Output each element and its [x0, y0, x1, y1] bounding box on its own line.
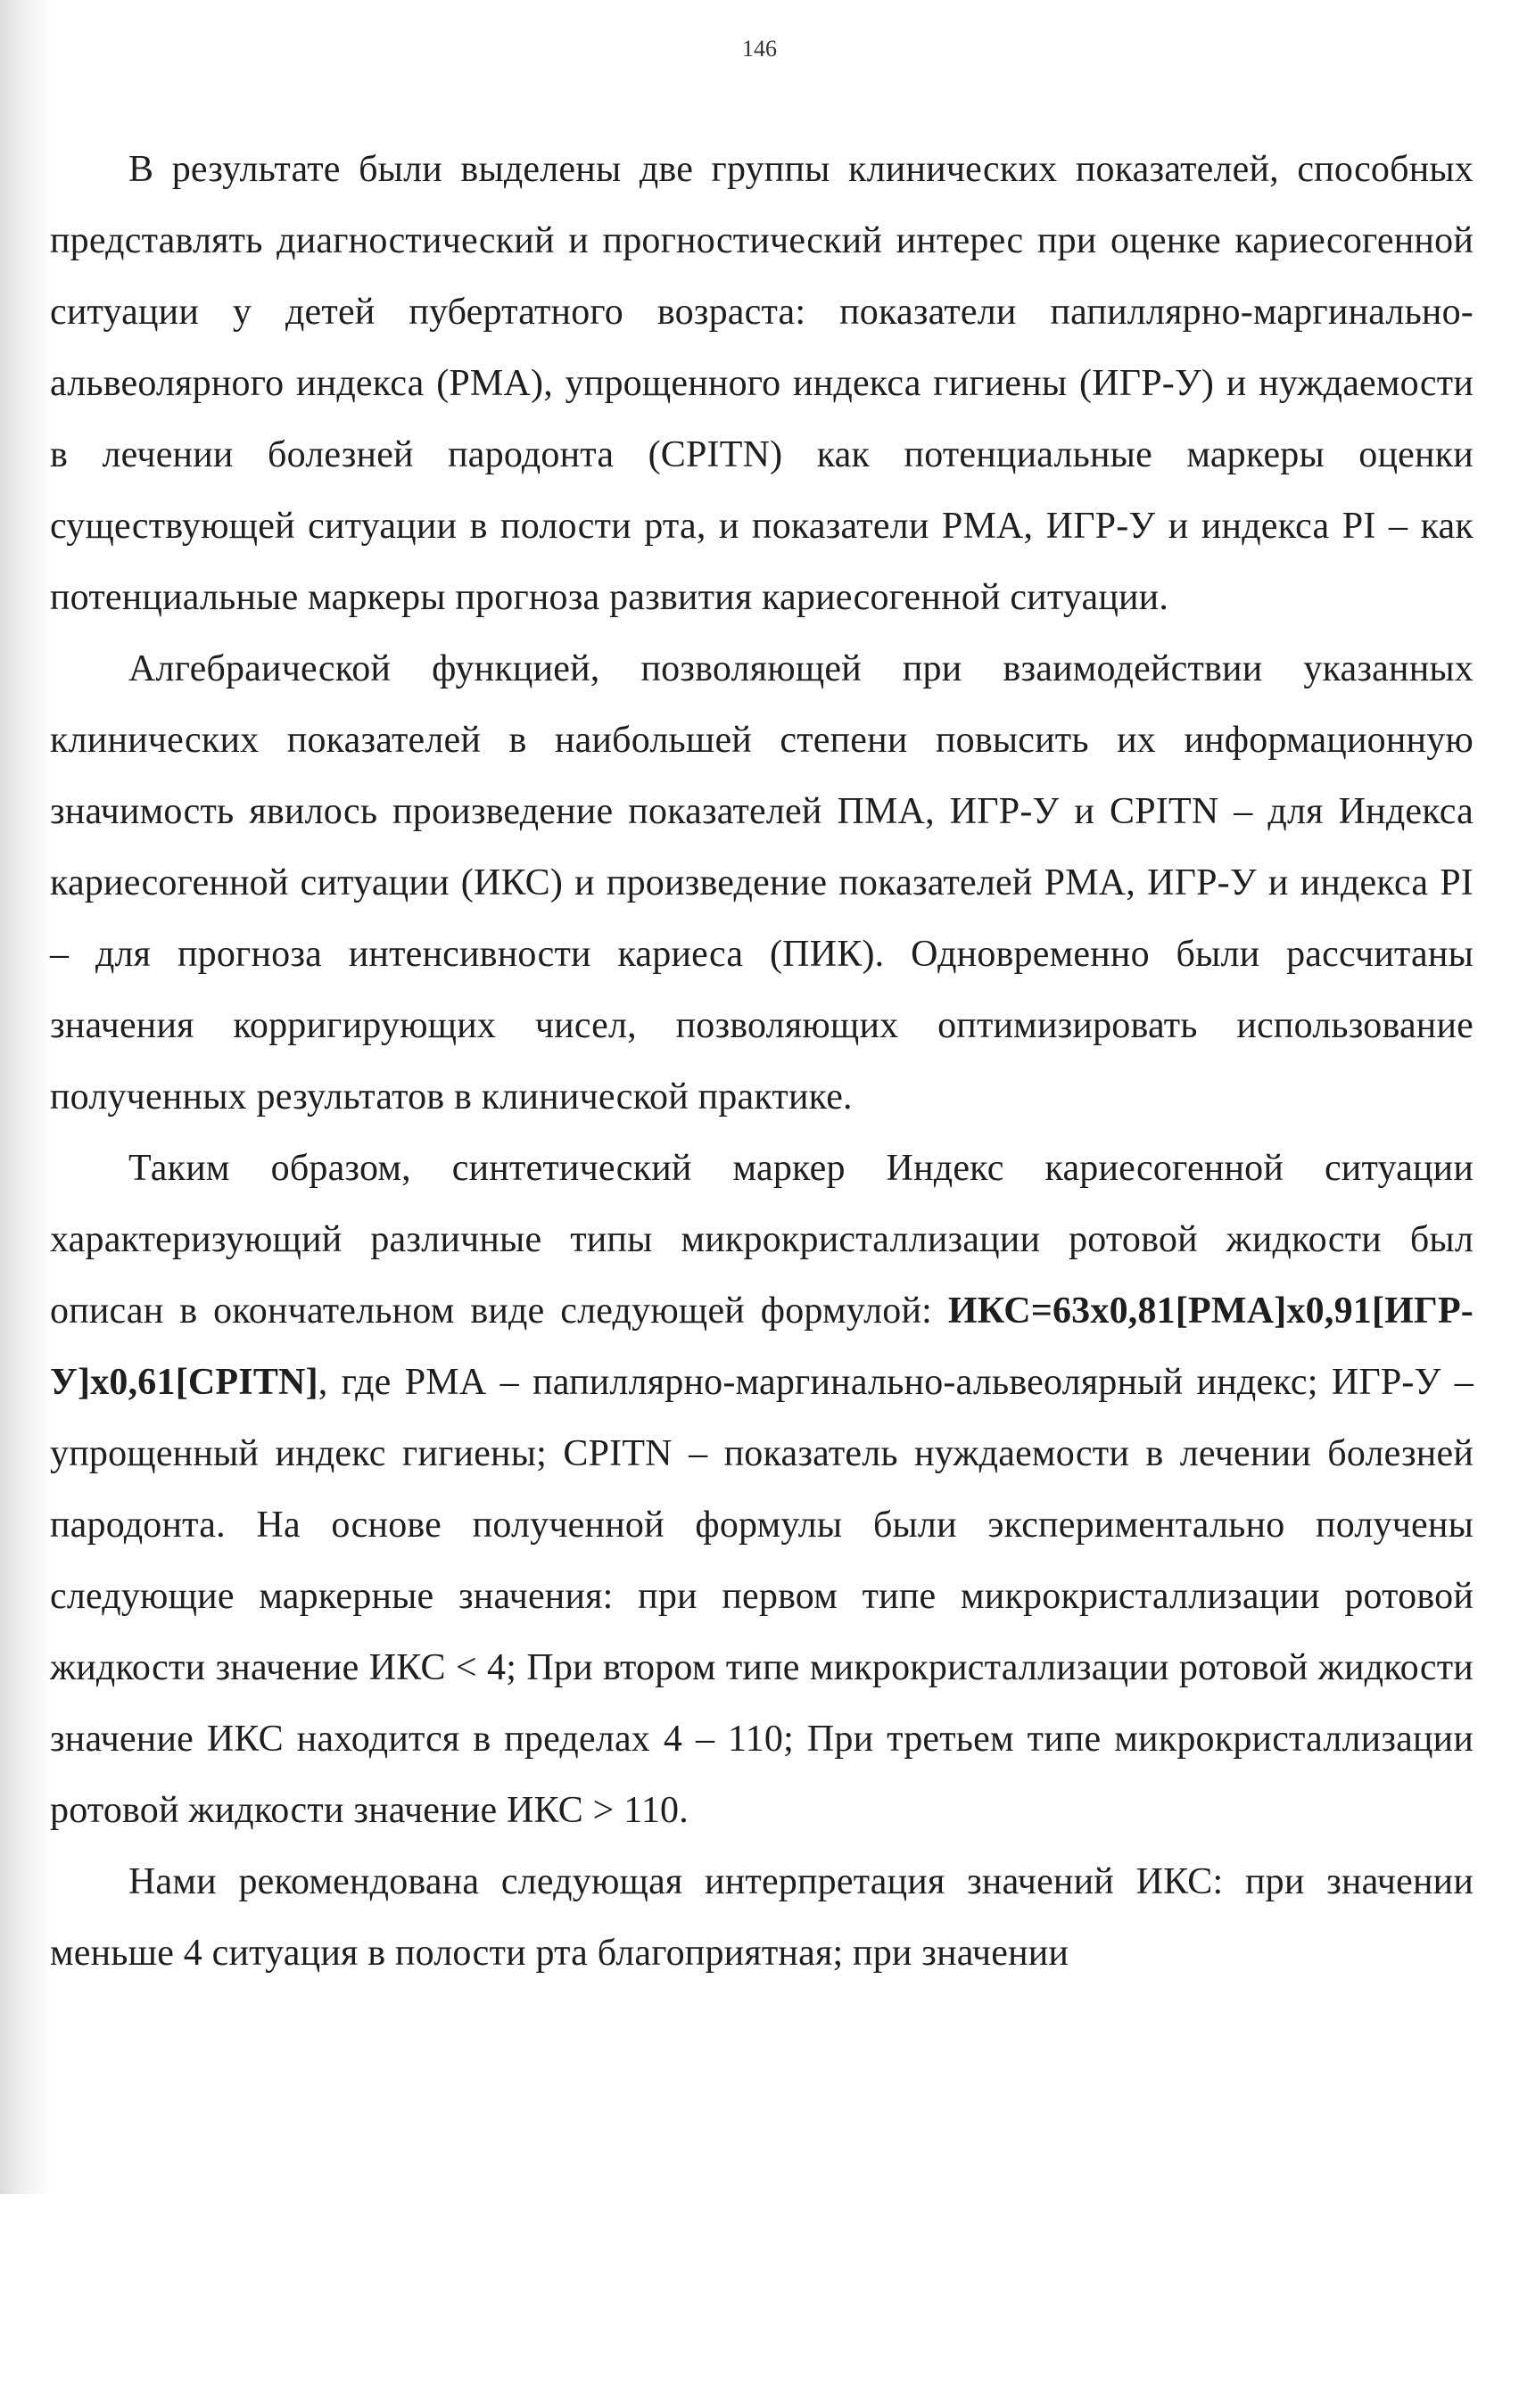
paragraph-algebraic-function: Алгебраической функцией, позволяющей при взаимодействии указанных клинических показателей в наибольшей степени повысить их информационную значимость явилось произведение показателей ПМА, ИГР-У и CPITN – для Индекса кариесогенной ситуации (ИКС) и произведение показателей РМА, ИГР-У и индекса PI – для прогноза интенсивности кариеса (ПИК). Одновременно были рассчитаны значения корригирующих чисел, позволяющих оптимизировать использование полученных результатов в клинической практике. — [50, 648, 1474, 1117]
body-text — [50, 134, 1474, 1989]
paragraph-iks-interpretation: Нами рекомендована следующая интерпретация значений ИКС: при значении меньше 4 ситуация в полости рта благоприятная; при значении — [50, 1861, 1474, 1974]
formula-explanation-text: , где РМА – папиллярно-маргинально-альвеолярный индекс; ИГР-У – упрощенный индекс гигиены; CPITN – показатель нуждаемости в лечении болезней пародонта. На основе полученной формулы были экспериментально получены следующие маркерные значения: при первом типе микрокристаллизации ротовой жидкости значение ИКС < 4; При втором типе микрокристаллизации ротовой жидкости значение ИКС находится в пределах 4 – 110; При третьем типе микрокристаллизации ротовой жидкости значение ИКС > 110. — [50, 1362, 1474, 1831]
page-number: 146 — [742, 36, 777, 62]
paragraph-groups-of-indicators: В результате были выделены две группы клинических показателей, способных представлять диагностический и прогностический интерес при оценке кариесогенной ситуации у детей пубертатного возраста: показатели папиллярно-маргинально-альвеолярного индекса (РМА), упрощенного индекса гигиены (ИГР-У) и нуждаемости в лечении болезней пародонта (CPITN) как потенциальные маркеры оценки существующей ситуации в полости рта, и показатели РМА, ИГР-У и индекса PI – как потенциальные маркеры прогноза развития кариесогенной ситуации. — [50, 149, 1474, 618]
iks-formula: ИКС=63x0,81[PMA]x0,91[ИГР-У]x0,61[CPITN] — [50, 1291, 1474, 1403]
paragraph-iks-formula — [50, 1133, 1474, 1846]
formula-intro-text: Таким образом, синтетический маркер Индекс кариесогенной ситуации характеризующий различные типы микрокристаллизации ротовой жидкости был описан в окончательном виде следующей формулой: — [50, 1148, 1474, 1332]
scan-edge-shadow — [0, 0, 52, 2194]
